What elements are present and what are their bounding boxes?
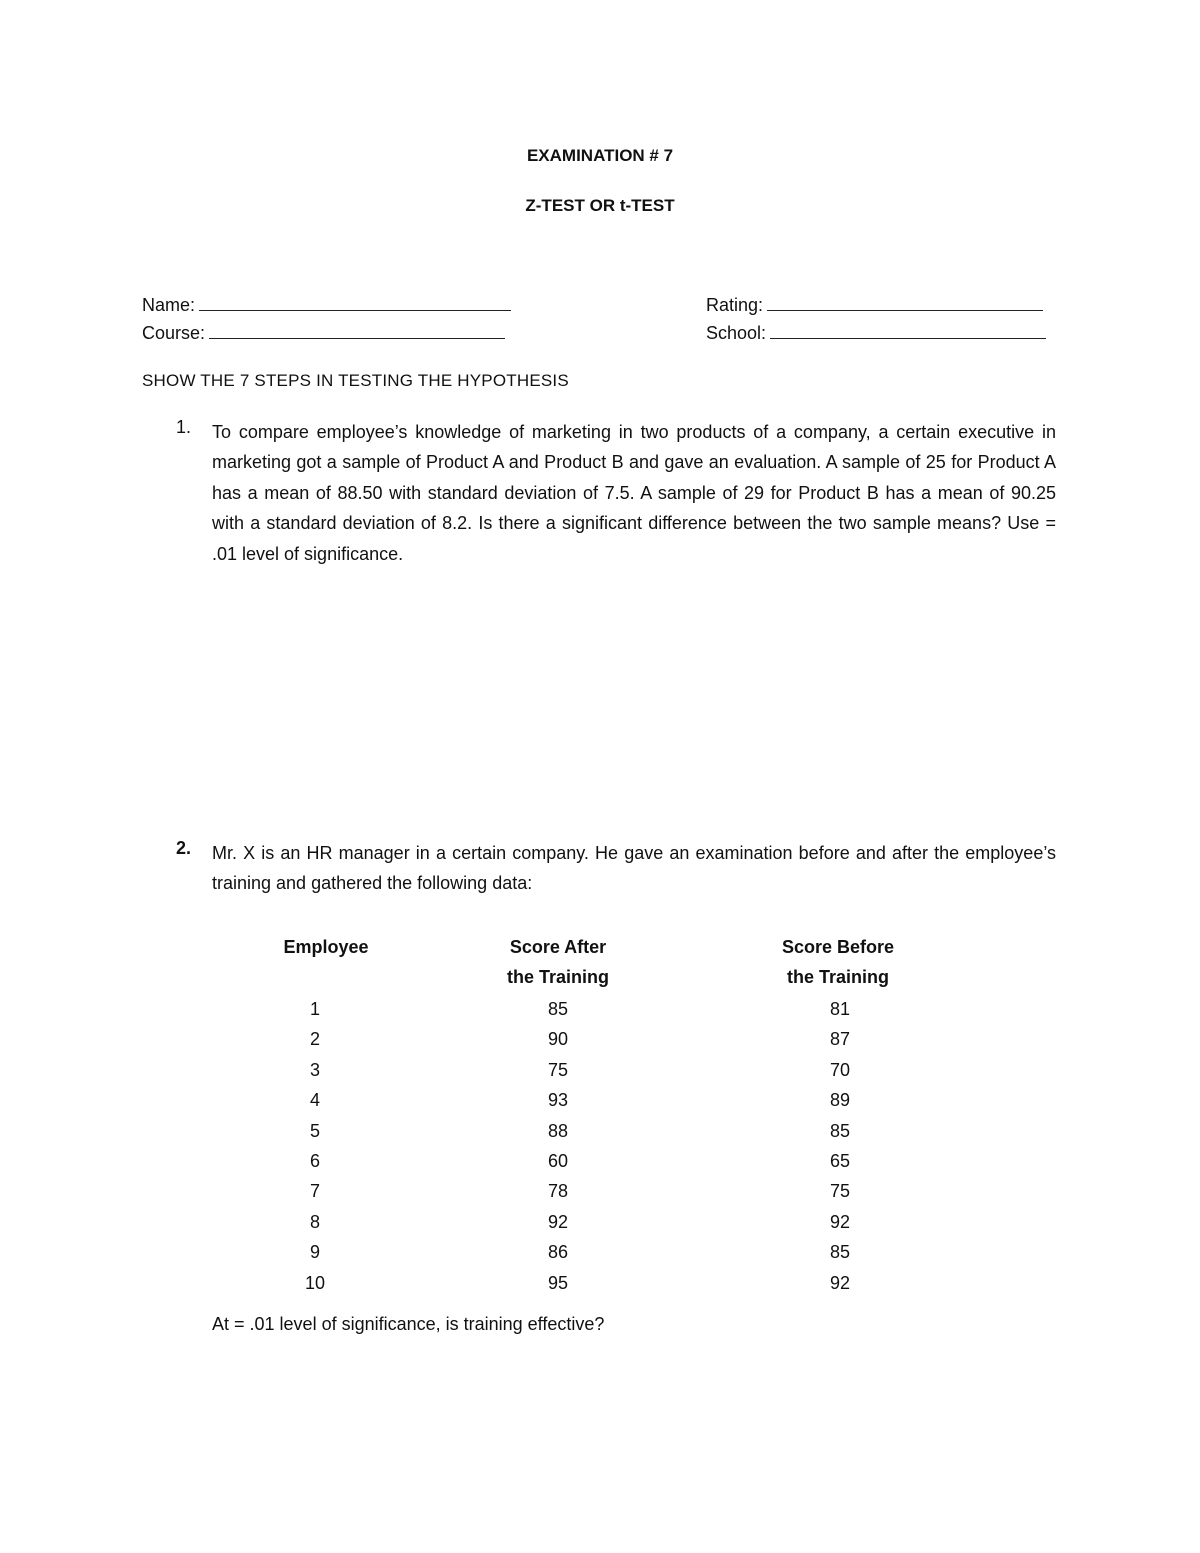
cell-before: 70 — [829, 1059, 851, 1080]
instructions: SHOW THE 7 STEPS IN TESTING THE HYPOTHESIS — [142, 371, 569, 390]
cell-before: 65 — [829, 1151, 851, 1171]
table-row — [260, 1237, 960, 1267]
cell-before: 85 — [829, 1120, 851, 1141]
cell-after: 60 — [547, 1151, 569, 1171]
cell-employee: 1 — [309, 999, 320, 1019]
course-blank-line — [209, 322, 505, 339]
header-after-line2: the Training — [506, 967, 609, 987]
question-text: Mr. X is an HR manager in a certain company. He gave an examination before and after the employee’s training and gathered the following data: — [212, 843, 1056, 894]
cell-employee: 9 — [309, 1242, 320, 1263]
table-row — [260, 1207, 960, 1237]
cell-after: 90 — [547, 1029, 569, 1050]
cell-before: 89 — [829, 1090, 851, 1111]
cell-employee: 10 — [304, 1272, 326, 1293]
rating-label: Rating: — [706, 295, 764, 315]
cell-after: 92 — [547, 1211, 569, 1232]
name-label: Name: — [142, 295, 196, 315]
table-row — [260, 1176, 960, 1206]
header-score-after — [478, 932, 638, 992]
table-row — [260, 1085, 960, 1115]
cell-after: 93 — [547, 1090, 569, 1111]
cell-employee: 3 — [309, 1059, 320, 1080]
table-row — [260, 1268, 960, 1298]
school-field — [706, 322, 1046, 344]
school-blank-line — [770, 322, 1046, 339]
name-blank-line — [199, 294, 511, 311]
cell-employee: 5 — [309, 1120, 320, 1141]
header-employee — [260, 932, 392, 962]
cell-before: 92 — [829, 1272, 851, 1293]
cell-employee: 8 — [309, 1211, 320, 1232]
cell-after: 75 — [547, 1059, 569, 1080]
closing-question: At = .01 level of significance, is training effective? — [212, 1314, 605, 1334]
cell-before: 92 — [829, 1211, 851, 1232]
cell-employee: 2 — [309, 1029, 320, 1050]
cell-after: 78 — [547, 1181, 569, 1202]
cell-after: 95 — [547, 1272, 569, 1293]
cell-after: 88 — [547, 1120, 569, 1141]
course-field — [142, 322, 505, 344]
table-row — [260, 1116, 960, 1146]
header-before-line2: the Training — [786, 967, 889, 987]
table-row — [260, 994, 960, 1024]
exam-subtitle: Z-TEST OR t-TEST — [525, 196, 675, 215]
rating-blank-line — [767, 294, 1043, 311]
cell-before: 85 — [829, 1242, 851, 1263]
header-after-line1: Score After — [509, 937, 607, 957]
cell-after: 86 — [547, 1242, 569, 1263]
school-label: School: — [706, 323, 767, 343]
cell-employee: 4 — [309, 1090, 320, 1111]
question-number: 2. — [176, 838, 192, 858]
header-employee-text: Employee — [283, 937, 369, 957]
header-before-line1: Score Before — [781, 937, 895, 957]
question-text: To compare employee’s knowledge of marketing in two products of a company, a certain executive in marketing got a sample of Product A and Product B and gave an evaluation. A sample of 25 for Product A has a mean of 88.50 with standard deviation of 7.5. A sample of 29 for Product B has a mean of 90.25 with a standard deviation of 8.2. Is there a significant difference between the two sample means? Use = .01 level of significance. — [212, 422, 1056, 564]
cell-employee: 7 — [309, 1181, 320, 1202]
table-row — [260, 1146, 960, 1176]
header-score-before — [758, 932, 918, 992]
cell-after: 85 — [547, 999, 569, 1019]
exam-title: EXAMINATION # 7 — [526, 146, 674, 165]
cell-employee: 6 — [309, 1151, 320, 1171]
question-number: 1. — [176, 417, 192, 437]
cell-before: 81 — [829, 999, 851, 1019]
cell-before: 75 — [829, 1181, 851, 1202]
table-row — [260, 1024, 960, 1054]
course-label: Course: — [142, 323, 206, 343]
cell-before: 87 — [829, 1029, 851, 1050]
name-field — [142, 294, 511, 316]
table-row — [260, 1055, 960, 1085]
rating-field — [706, 294, 1043, 316]
